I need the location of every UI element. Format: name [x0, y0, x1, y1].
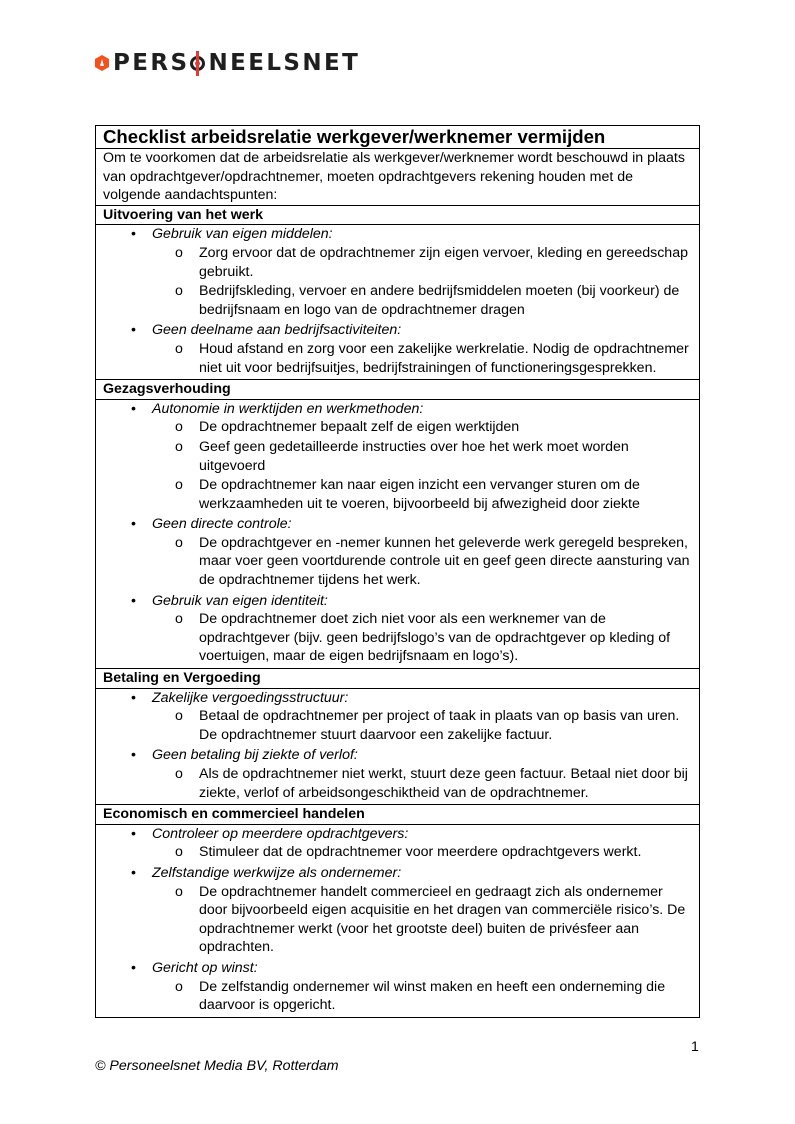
section-heading: Uitvoering van het werk	[96, 205, 700, 225]
section-body	[96, 225, 700, 380]
section-heading: Betaling en Vergoeding	[96, 669, 700, 689]
section-body	[96, 824, 700, 1017]
circle-bullet-icon: o	[175, 340, 183, 357]
section-heading-row	[96, 205, 700, 225]
title-row	[96, 126, 700, 149]
sub-list-item	[152, 438, 692, 475]
bullet-icon: •	[131, 226, 136, 243]
circle-bullet-icon: o	[175, 419, 183, 436]
sub-list	[152, 244, 692, 319]
sub-item-text: Geef geen gedetailleerde instructies over hoe het werk moet worden uitgevoerd	[199, 438, 629, 474]
sub-list	[152, 707, 692, 744]
circle-bullet-icon: o	[175, 883, 183, 900]
circle-bullet-icon: o	[175, 708, 183, 725]
bullet-icon: •	[131, 825, 136, 842]
section-body	[96, 688, 700, 805]
sub-item-text: Bedrijfskleding, vervoer en andere bedrijfsmiddelen moeten (bij voorkeur) de bedrijfsnaam en logo van de opdrachtnemer dragen	[199, 283, 680, 318]
list-item	[103, 864, 692, 957]
bullet-list	[103, 400, 692, 666]
item-label: Autonomie in werktijden en werkmethoden:	[152, 400, 424, 417]
sub-list-item	[152, 883, 692, 957]
item-label: Zelfstandige werkwijze als ondernemer:	[152, 864, 402, 881]
section-heading-row	[96, 805, 700, 825]
section-heading-row	[96, 380, 700, 400]
sub-item-text: De opdrachtnemer doet zich niet voor als een werknemer van de opdrachtgever (bijv. geen bedrijfslogo’s van de opdrachtgever op kleding of voertuigen, maar de eigen bedrijfsnaam en logo’s).	[199, 611, 671, 665]
bullet-icon: •	[131, 592, 136, 609]
logo-hexagon-icon	[95, 55, 109, 71]
list-item	[103, 321, 692, 377]
item-label: Geen betaling bij ziekte of verlof:	[152, 747, 358, 764]
circle-bullet-icon: o	[175, 477, 183, 494]
item-label: Geen deelname aan bedrijfsactiviteiten:	[152, 322, 402, 339]
sub-list-item	[152, 765, 692, 802]
sub-list	[152, 883, 692, 957]
sub-item-text: De opdrachtnemer kan naar eigen inzicht een vervanger sturen om de werkzaamheden uit te voeren, bijvoorbeeld bij afwezigheid door ziekte	[199, 477, 640, 512]
circle-bullet-icon: o	[175, 283, 183, 300]
section-body-row	[96, 225, 700, 380]
item-label: Controleer op meerdere opdrachtgevers:	[152, 825, 409, 842]
page-number: 1	[691, 1039, 699, 1055]
intro-text: Om te voorkomen dat de arbeidsrelatie als werkgever/werknemer wordt beschouwd in plaats van opdrachtgever/opdrachtnemer, moeten opdrachtgevers rekening houden met de volgende aandachtspunten:	[96, 149, 700, 206]
sub-item-text: Als de opdrachtnemer niet werkt, stuurt deze geen factuur. Betaal niet door bij ziekte, verlof of arbeidsongeschiktheid van de opdrachtnemer.	[199, 766, 688, 801]
list-item	[103, 689, 692, 745]
sub-list-item	[152, 476, 692, 513]
sub-list-item	[152, 610, 692, 666]
footer-copyright: © Personeelsnet Media BV, Rotterdam	[95, 1058, 339, 1074]
circle-bullet-icon: o	[175, 534, 183, 551]
item-label: Gebruik van eigen middelen:	[152, 226, 333, 243]
sub-item-text: Houd afstand en zorg voor een zakelijke werkrelatie. Nodig de opdrachtnemer niet uit voor bedrijfsuitjes, bedrijfstrainingen of functioneringsgesprekken.	[199, 340, 689, 376]
sub-list-item	[152, 244, 692, 281]
sub-list	[152, 843, 692, 862]
logo-target-icon	[190, 56, 205, 71]
sub-item-text: De opdrachtgever en -nemer kunnen het geleverde werk geregeld bespreken, maar voer geen voortdurende controle uit en geef geen directe aansturing van de opdrachtnemer tijdens het werk.	[199, 534, 690, 589]
personeelsnet-logo	[95, 49, 360, 77]
item-label: Geen directe controle:	[152, 516, 292, 533]
circle-bullet-icon: o	[175, 611, 183, 628]
list-item	[103, 825, 692, 862]
item-label: Zakelijke vergoedingsstructuur:	[152, 689, 349, 706]
sub-list	[152, 978, 692, 1015]
list-item	[103, 515, 692, 589]
sub-list	[152, 610, 692, 666]
bullet-icon: •	[131, 689, 136, 706]
bullet-list	[103, 825, 692, 1015]
intro-row	[96, 149, 700, 206]
bullet-icon: •	[131, 747, 136, 764]
sub-list	[152, 534, 692, 590]
sub-item-text: Betaal de opdrachtnemer per project of taak in plaats van op basis van uren. De opdrachtnemer stuurt daarvoor een zakelijke factuur.	[199, 708, 680, 743]
section-body	[96, 399, 700, 668]
bullet-icon: •	[131, 516, 136, 533]
logo-text-right: NEELSNET	[208, 50, 361, 76]
sub-list-item	[152, 978, 692, 1015]
circle-bullet-icon: o	[175, 766, 183, 782]
bullet-list	[103, 225, 692, 377]
bullet-icon: •	[131, 864, 136, 881]
section-body-row	[96, 824, 700, 1017]
sub-list-item	[152, 418, 692, 437]
item-label: Gericht op winst:	[152, 959, 258, 976]
list-item	[103, 959, 692, 1015]
checklist-table	[95, 125, 700, 1018]
sub-list-item	[152, 282, 692, 319]
circle-bullet-icon: o	[175, 844, 183, 861]
bullet-icon: •	[131, 959, 136, 976]
sub-list-item	[152, 534, 692, 590]
list-item	[103, 746, 692, 802]
sub-list	[152, 765, 692, 802]
section-body-row	[96, 688, 700, 805]
circle-bullet-icon: o	[175, 978, 183, 995]
bullet-icon: •	[131, 322, 136, 339]
list-item	[103, 592, 692, 666]
bullet-list	[103, 689, 692, 803]
sub-item-text: Stimuleer dat de opdrachtnemer voor meerdere opdrachtgevers werkt.	[199, 844, 642, 861]
sub-list-item	[152, 707, 692, 744]
sub-list	[152, 340, 692, 377]
sub-item-text: Zorg ervoor dat de opdrachtnemer zijn eigen vervoer, kleding en gereedschap gebruikt.	[199, 244, 688, 280]
list-item	[103, 400, 692, 514]
bullet-icon: •	[131, 400, 136, 417]
item-label: Gebruik van eigen identiteit:	[152, 592, 328, 609]
sub-list-item	[152, 340, 692, 377]
logo-text-left: PERS	[113, 50, 190, 76]
section-heading-row	[96, 669, 700, 689]
sub-list-item	[152, 843, 692, 862]
circle-bullet-icon: o	[175, 244, 183, 261]
section-body-row	[96, 399, 700, 668]
sub-item-text: De opdrachtnemer handelt commercieel en gedraagt zich als ondernemer door bijvoorbeeld eigen acquisitie en het dragen van commerciële risico’s. De opdrachtnemer werkt (voor het grootste deel) buiten de privésfeer aan opdrachten.	[199, 883, 686, 956]
document-title: Checklist arbeidsrelatie werkgever/werknemer vermijden	[96, 126, 700, 149]
sub-item-text: De zelfstandig ondernemer wil winst maken en heeft een onderneming die daarvoor is opgericht.	[199, 978, 666, 1014]
sub-item-text: De opdrachtnemer bepaalt zelf de eigen werktijden	[199, 419, 520, 436]
section-heading: Economisch en commercieel handelen	[96, 805, 700, 825]
section-heading: Gezagsverhouding	[96, 380, 700, 400]
circle-bullet-icon: o	[175, 438, 183, 455]
list-item	[103, 225, 692, 319]
sub-list	[152, 418, 692, 513]
